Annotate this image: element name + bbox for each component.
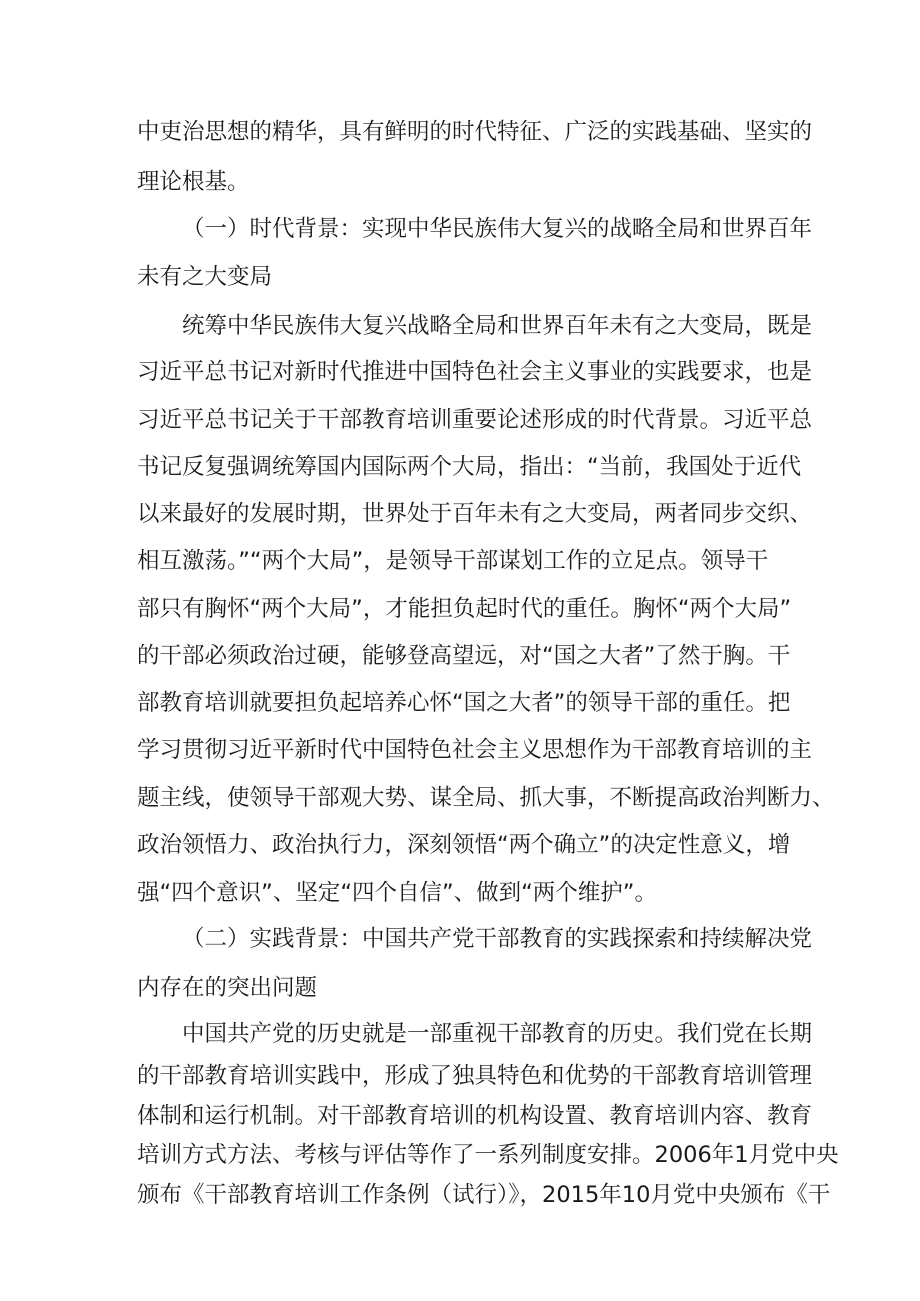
paragraph-line: 培训方式方法、考核与评估等作了一系列制度安排。2006年1月党中央: [137, 1142, 839, 1168]
paragraph-line: 政治领悟力、政治执行力，深刻领悟“两个确立”的决定性意义，增: [137, 832, 791, 858]
section-heading-line: 内存在的突出问题: [137, 975, 318, 1001]
paragraph-line: 相互激荡。”“两个大局”，是领导干部谋划工作的立足点。领导干: [137, 548, 769, 574]
paragraph-line: 习近平总书记关于干部教育培训重要论述形成的时代背景。习近平总: [137, 407, 813, 433]
paragraph-line: 理论根基。: [137, 169, 250, 195]
paragraph-line: 题主线，使领导干部观大势、谋全局、抓大事，不断提高政治判断力、: [137, 785, 835, 811]
paragraph-line: 习近平总书记对新时代推进中国特色社会主义事业的实践要求，也是: [137, 359, 813, 385]
section-heading-line: 未有之大变局: [137, 264, 273, 290]
paragraph-line: 学习贯彻习近平新时代中国特色社会主义思想作为干部教育培训的主: [137, 737, 813, 763]
paragraph-line: 强“四个意识”、坚定“四个自信”、做到“两个维护”。: [137, 880, 657, 906]
paragraph-line: 书记反复强调统筹国内国际两个大局，指出：“当前，我国处于近代: [137, 454, 802, 480]
section-heading-line: （一）时代背景：实现中华民族伟大复兴的战略全局和世界百年: [182, 216, 813, 242]
section-heading-line: （二）实践背景：中国共产党干部教育的实践探索和持续解决党: [182, 926, 813, 952]
paragraph-line: 以来最好的发展时期，世界处于百年未有之大变局，两者同步交织、: [137, 501, 813, 527]
paragraph-line: 部教育培训就要担负起培养心怀“国之大者”的领导干部的重任。把: [137, 690, 791, 716]
paragraph-line: 统筹中华民族伟大复兴战略全局和世界百年未有之大变局，既是: [182, 313, 813, 339]
paragraph-line: 的干部必须政治过硬，能够登高望远，对“国之大者”了然于胸。干: [137, 643, 791, 669]
paragraph-line: 的干部教育培训实践中，形成了独具特色和优势的干部教育培训管理: [137, 1063, 813, 1089]
paragraph-line: 中国共产党的历史就是一部重视干部教育的历史。我们党在长期: [182, 1021, 813, 1047]
paragraph-line: 体制和运行机制。对干部教育培训的机构设置、教育培训内容、教育: [137, 1103, 813, 1129]
paragraph-line: 部只有胸怀“两个大局”，才能担负起时代的重任。胸怀“两个大局”: [137, 596, 792, 622]
paragraph-line: 中吏治思想的精华，具有鲜明的时代特征、广泛的实践基础、坚实的: [137, 119, 813, 145]
paragraph-line: 颁布《干部教育培训工作条例（试行）》，2015年10月党中央颁布《干: [137, 1182, 831, 1208]
